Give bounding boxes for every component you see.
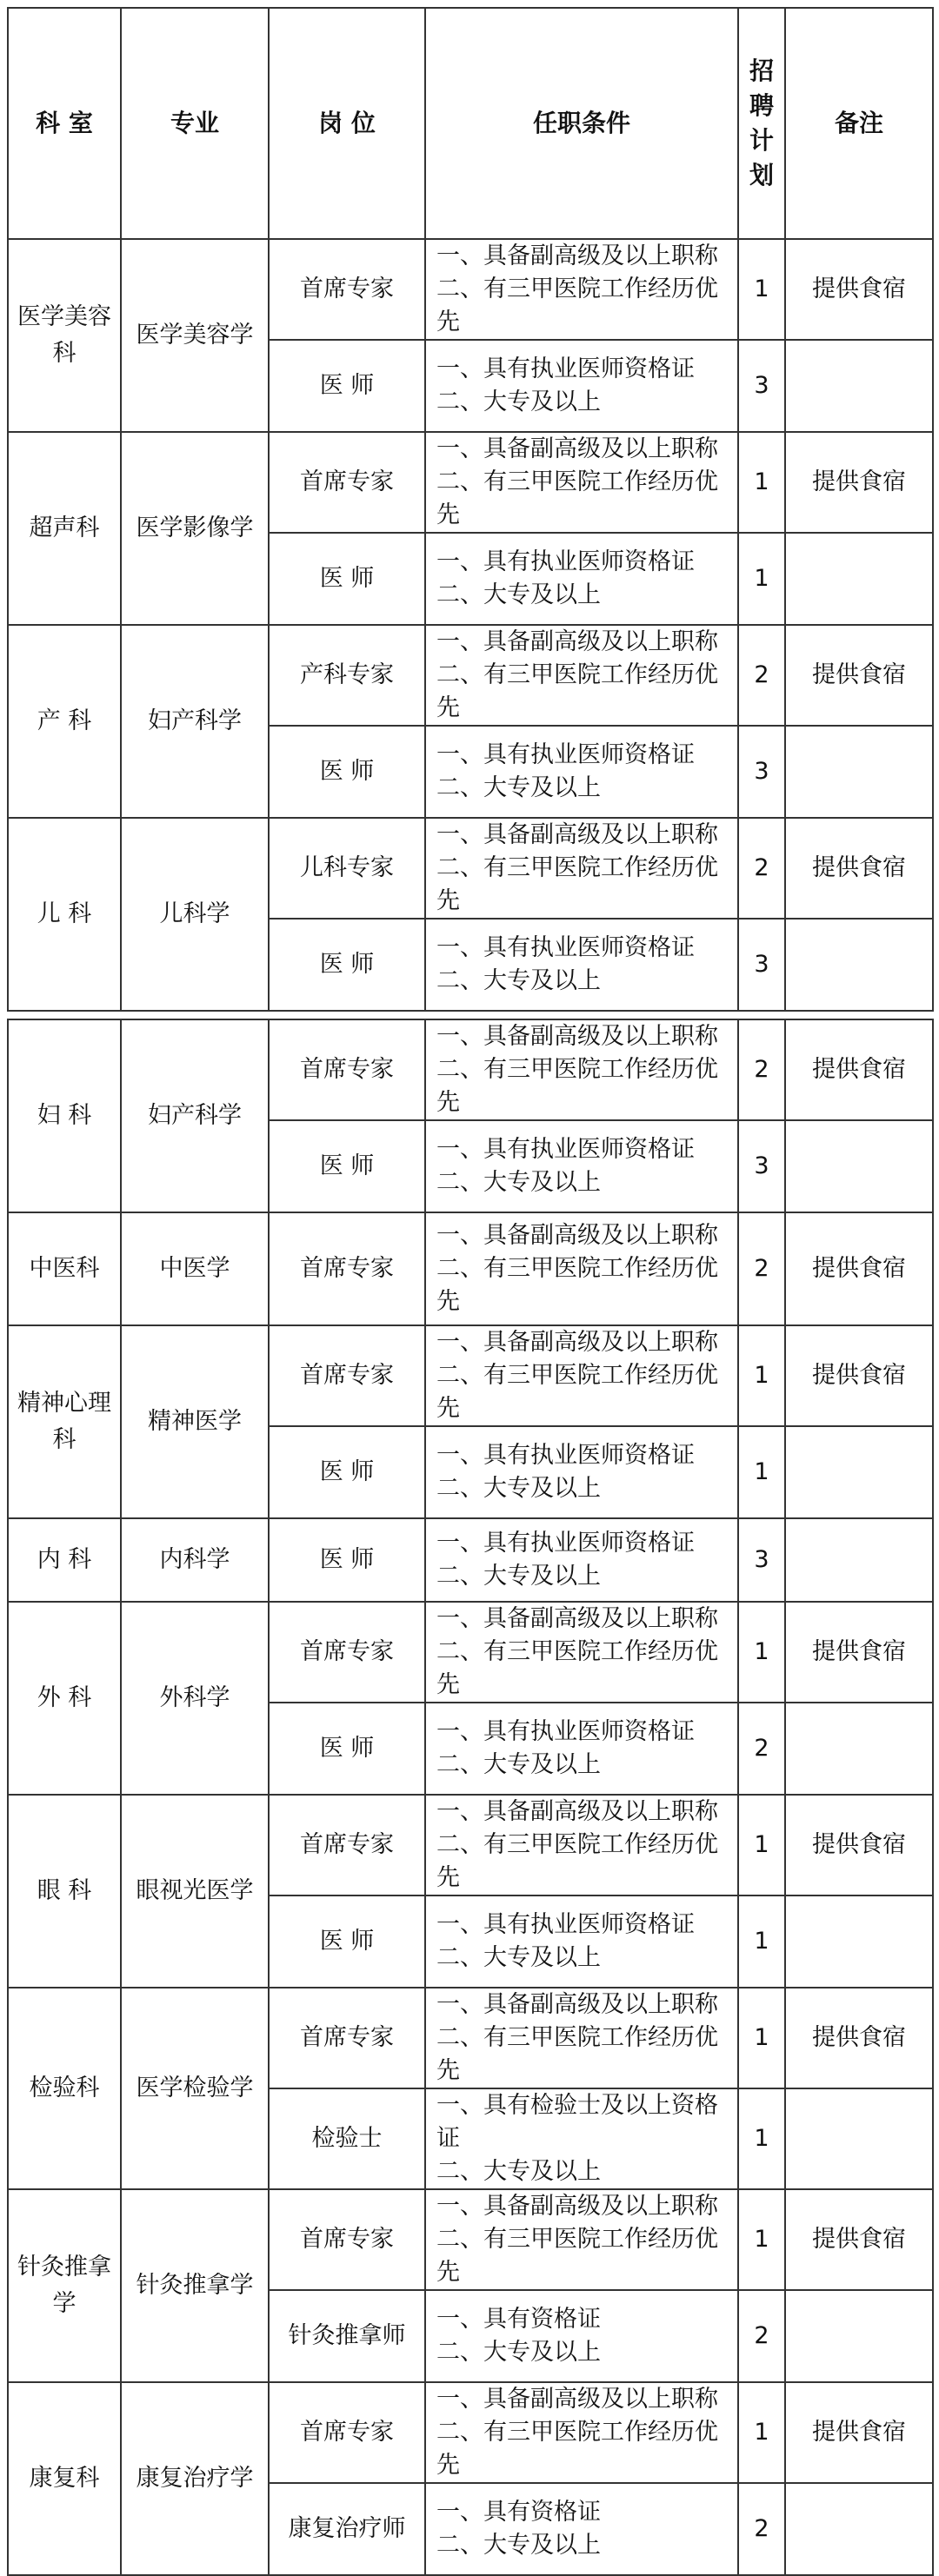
major-cell: 康复治疗学 xyxy=(121,2382,269,2575)
plan-count-cell: 2 xyxy=(738,1703,785,1795)
major-cell: 妇产科学 xyxy=(121,1019,269,1212)
requirement-line: 二、有三甲医院工作经历优先 xyxy=(436,1056,718,1116)
requirement-cell xyxy=(425,1120,738,1212)
dept-cell: 外 科 xyxy=(8,1602,121,1795)
table-row xyxy=(8,239,933,340)
table-row xyxy=(8,1019,933,1120)
requirement-cell xyxy=(425,1325,738,1426)
plan-count-cell: 2 xyxy=(738,2290,785,2382)
requirement-line: 一、具备副高级及以上职称 xyxy=(436,1605,718,1632)
remark-cell xyxy=(785,726,933,818)
plan-count-cell: 1 xyxy=(738,239,785,340)
major-cell: 精神医学 xyxy=(121,1325,269,1518)
major-cell: 内科学 xyxy=(121,1518,269,1602)
remark-cell xyxy=(785,533,933,625)
requirement-cell xyxy=(425,239,738,340)
plan-count-cell: 1 xyxy=(738,1602,785,1703)
requirement-line: 二、大专及以上 xyxy=(436,2532,601,2559)
requirement-line: 一、具有执业医师资格证 xyxy=(436,741,695,768)
requirement-line: 二、有三甲医院工作经历优先 xyxy=(436,468,718,528)
remark-cell: 提供食宿 xyxy=(785,1325,933,1426)
remark-cell: 提供食宿 xyxy=(785,818,933,919)
plan-count-cell: 3 xyxy=(738,1518,785,1602)
post-cell: 医 师 xyxy=(269,533,425,625)
post-cell: 医 师 xyxy=(269,1703,425,1795)
requirement-line: 一、具有检验士及以上资格证 xyxy=(436,2092,718,2152)
requirement-line: 一、具备副高级及以上职称 xyxy=(436,628,718,655)
dept-cell: 精神心理科 xyxy=(8,1325,121,1518)
requirement-line: 二、大专及以上 xyxy=(436,1944,601,1971)
major-cell: 妇产科学 xyxy=(121,625,269,818)
requirement-line: 二、大专及以上 xyxy=(436,388,601,415)
requirement-line: 一、具备副高级及以上职称 xyxy=(436,435,718,462)
table-row xyxy=(8,432,933,533)
plan-count-cell: 1 xyxy=(738,2088,785,2189)
plan-count-cell: 2 xyxy=(738,625,785,726)
requirement-cell xyxy=(425,1795,738,1895)
plan-count-cell: 1 xyxy=(738,1325,785,1426)
requirement-line: 二、有三甲医院工作经历优先 xyxy=(436,1831,718,1891)
requirement-cell xyxy=(425,2088,738,2189)
requirement-line: 一、具备副高级及以上职称 xyxy=(436,2193,718,2220)
requirement-line: 一、具备副高级及以上职称 xyxy=(436,1329,718,1356)
plan-count-cell: 1 xyxy=(738,1795,785,1895)
requirement-line: 二、有三甲医院工作经历优先 xyxy=(436,2024,718,2084)
post-cell: 医 师 xyxy=(269,1895,425,1988)
requirement-cell xyxy=(425,1426,738,1518)
requirement-line: 二、大专及以上 xyxy=(436,2158,601,2185)
plan-count-cell: 1 xyxy=(738,1895,785,1988)
requirement-line: 一、具有执业医师资格证 xyxy=(436,355,695,382)
remark-cell xyxy=(785,2290,933,2382)
requirement-line: 一、具有执业医师资格证 xyxy=(436,1530,695,1557)
remark-cell xyxy=(785,340,933,432)
table-row xyxy=(8,1795,933,1895)
requirement-line: 一、具有执业医师资格证 xyxy=(436,1911,695,1938)
remark-cell: 提供食宿 xyxy=(785,1602,933,1703)
requirement-line: 一、具有资格证 xyxy=(436,2499,601,2526)
header-row xyxy=(8,8,933,239)
post-cell: 医 师 xyxy=(269,1426,425,1518)
requirement-line: 一、具备副高级及以上职称 xyxy=(436,242,718,269)
remark-cell xyxy=(785,2483,933,2575)
plan-count-cell: 1 xyxy=(738,432,785,533)
header-plan xyxy=(738,8,785,239)
requirement-cell xyxy=(425,2290,738,2382)
post-cell: 首席专家 xyxy=(269,1325,425,1426)
table-row xyxy=(8,1518,933,1602)
remark-cell: 提供食宿 xyxy=(785,2189,933,2290)
page-gap-cell xyxy=(8,1011,933,1019)
post-cell: 首席专家 xyxy=(269,239,425,340)
requirement-cell xyxy=(425,2189,738,2290)
remark-cell: 提供食宿 xyxy=(785,1019,933,1120)
plan-count-cell: 1 xyxy=(738,1426,785,1518)
table-row xyxy=(8,2382,933,2483)
post-cell: 首席专家 xyxy=(269,1795,425,1895)
requirement-line: 二、大专及以上 xyxy=(436,1169,601,1196)
requirement-line: 一、具有执业医师资格证 xyxy=(436,934,695,961)
post-cell: 产科专家 xyxy=(269,625,425,726)
table-row xyxy=(8,1212,933,1325)
dept-cell: 检验科 xyxy=(8,1988,121,2189)
dept-cell: 产 科 xyxy=(8,625,121,818)
requirement-line: 一、具备副高级及以上职称 xyxy=(436,1023,718,1050)
requirement-line: 二、有三甲医院工作经历优先 xyxy=(436,2419,718,2479)
header-post: 岗 位 xyxy=(269,8,425,239)
plan-count-cell: 3 xyxy=(738,340,785,432)
requirement-line: 二、有三甲医院工作经历优先 xyxy=(436,854,718,914)
page-gap xyxy=(8,1011,933,1019)
requirement-line: 二、大专及以上 xyxy=(436,581,601,608)
plan-count-cell: 2 xyxy=(738,2483,785,2575)
header-plan-text: 招 聘 计 划 xyxy=(749,56,774,189)
post-cell: 儿科专家 xyxy=(269,818,425,919)
requirement-cell xyxy=(425,1518,738,1602)
table-row xyxy=(8,1602,933,1703)
requirement-line: 二、有三甲医院工作经历优先 xyxy=(436,2226,718,2286)
requirement-line: 一、具有资格证 xyxy=(436,2306,601,2333)
plan-count-cell: 2 xyxy=(738,1212,785,1325)
dept-cell: 中医科 xyxy=(8,1212,121,1325)
post-cell: 医 师 xyxy=(269,919,425,1011)
major-cell: 外科学 xyxy=(121,1602,269,1795)
table-row xyxy=(8,1325,933,1426)
post-cell: 首席专家 xyxy=(269,1602,425,1703)
post-cell: 首席专家 xyxy=(269,1212,425,1325)
table-body xyxy=(8,239,933,2575)
remark-cell: 提供食宿 xyxy=(785,432,933,533)
requirement-line: 一、具有执业医师资格证 xyxy=(436,1136,695,1163)
plan-count-cell: 3 xyxy=(738,919,785,1011)
post-cell: 医 师 xyxy=(269,340,425,432)
post-cell: 康复治疗师 xyxy=(269,2483,425,2575)
requirement-line: 二、大专及以上 xyxy=(436,967,601,994)
remark-cell: 提供食宿 xyxy=(785,1212,933,1325)
dept-cell: 内 科 xyxy=(8,1518,121,1602)
major-cell: 中医学 xyxy=(121,1212,269,1325)
requirement-cell xyxy=(425,1602,738,1703)
requirement-line: 二、大专及以上 xyxy=(436,2339,601,2366)
major-cell: 儿科学 xyxy=(121,818,269,1011)
dept-cell: 妇 科 xyxy=(8,1019,121,1212)
table-row xyxy=(8,818,933,919)
requirement-line: 二、大专及以上 xyxy=(436,1475,601,1502)
remark-cell xyxy=(785,1120,933,1212)
requirement-cell xyxy=(425,1212,738,1325)
header-dept: 科 室 xyxy=(8,8,121,239)
remark-cell: 提供食宿 xyxy=(785,2382,933,2483)
requirement-cell xyxy=(425,625,738,726)
remark-cell: 提供食宿 xyxy=(785,239,933,340)
header-major: 专业 xyxy=(121,8,269,239)
plan-count-cell: 2 xyxy=(738,818,785,919)
requirement-cell xyxy=(425,1703,738,1795)
requirement-line: 一、具备副高级及以上职称 xyxy=(436,1991,718,2018)
remark-cell: 提供食宿 xyxy=(785,625,933,726)
requirement-line: 一、具备副高级及以上职称 xyxy=(436,821,718,848)
requirement-cell xyxy=(425,2382,738,2483)
requirement-line: 一、具有执业医师资格证 xyxy=(436,548,695,575)
remark-cell xyxy=(785,1426,933,1518)
major-cell: 针灸推拿学 xyxy=(121,2189,269,2382)
requirement-cell xyxy=(425,919,738,1011)
requirement-line: 二、有三甲医院工作经历优先 xyxy=(436,1362,718,1422)
requirement-line: 二、有三甲医院工作经历优先 xyxy=(436,276,718,335)
plan-count-cell: 2 xyxy=(738,1019,785,1120)
requirement-cell xyxy=(425,432,738,533)
remark-cell xyxy=(785,1703,933,1795)
post-cell: 医 师 xyxy=(269,1518,425,1602)
requirement-cell xyxy=(425,2483,738,2575)
requirement-cell xyxy=(425,726,738,818)
post-cell: 医 师 xyxy=(269,726,425,818)
plan-count-cell: 3 xyxy=(738,1120,785,1212)
remark-cell xyxy=(785,1895,933,1988)
requirement-cell xyxy=(425,340,738,432)
requirement-line: 二、大专及以上 xyxy=(436,1751,601,1778)
requirement-line: 二、有三甲医院工作经历优先 xyxy=(436,1255,718,1315)
post-cell: 首席专家 xyxy=(269,1019,425,1120)
requirement-line: 二、大专及以上 xyxy=(436,1563,601,1590)
major-cell: 眼视光医学 xyxy=(121,1795,269,1988)
dept-cell: 超声科 xyxy=(8,432,121,625)
recruitment-table xyxy=(7,7,934,2576)
post-cell: 首席专家 xyxy=(269,2189,425,2290)
header-requirement: 任职条件 xyxy=(425,8,738,239)
post-cell: 首席专家 xyxy=(269,2382,425,2483)
dept-cell: 医学美容科 xyxy=(8,239,121,432)
plan-count-cell: 1 xyxy=(738,533,785,625)
requirement-line: 一、具备副高级及以上职称 xyxy=(436,1798,718,1825)
dept-cell: 儿 科 xyxy=(8,818,121,1011)
plan-count-cell: 1 xyxy=(738,2189,785,2290)
remark-cell xyxy=(785,2088,933,2189)
post-cell: 检验士 xyxy=(269,2088,425,2189)
requirement-line: 一、具备副高级及以上职称 xyxy=(436,2386,718,2413)
requirement-line: 一、具有执业医师资格证 xyxy=(436,1442,695,1469)
remark-cell: 提供食宿 xyxy=(785,1988,933,2088)
requirement-line: 一、具备副高级及以上职称 xyxy=(436,1222,718,1249)
table-row xyxy=(8,2189,933,2290)
header-remark: 备注 xyxy=(785,8,933,239)
table-row xyxy=(8,625,933,726)
major-cell: 医学美容学 xyxy=(121,239,269,432)
requirement-line: 二、有三甲医院工作经历优先 xyxy=(436,661,718,721)
remark-cell: 提供食宿 xyxy=(785,1795,933,1895)
requirement-line: 一、具有执业医师资格证 xyxy=(436,1718,695,1745)
dept-cell: 眼 科 xyxy=(8,1795,121,1988)
post-cell: 首席专家 xyxy=(269,432,425,533)
requirement-cell xyxy=(425,1895,738,1988)
major-cell: 医学检验学 xyxy=(121,1988,269,2189)
requirement-line: 二、大专及以上 xyxy=(436,774,601,801)
requirement-line: 二、有三甲医院工作经历优先 xyxy=(436,1638,718,1698)
requirement-cell xyxy=(425,1019,738,1120)
post-cell: 针灸推拿师 xyxy=(269,2290,425,2382)
major-cell: 医学影像学 xyxy=(121,432,269,625)
dept-cell: 康复科 xyxy=(8,2382,121,2575)
requirement-cell xyxy=(425,533,738,625)
requirement-cell xyxy=(425,1988,738,2088)
plan-count-cell: 1 xyxy=(738,1988,785,2088)
table-row xyxy=(8,1988,933,2088)
remark-cell xyxy=(785,1518,933,1602)
dept-cell: 针灸推拿学 xyxy=(8,2189,121,2382)
remark-cell xyxy=(785,919,933,1011)
requirement-cell xyxy=(425,818,738,919)
post-cell: 医 师 xyxy=(269,1120,425,1212)
plan-count-cell: 3 xyxy=(738,726,785,818)
post-cell: 首席专家 xyxy=(269,1988,425,2088)
plan-count-cell: 1 xyxy=(738,2382,785,2483)
